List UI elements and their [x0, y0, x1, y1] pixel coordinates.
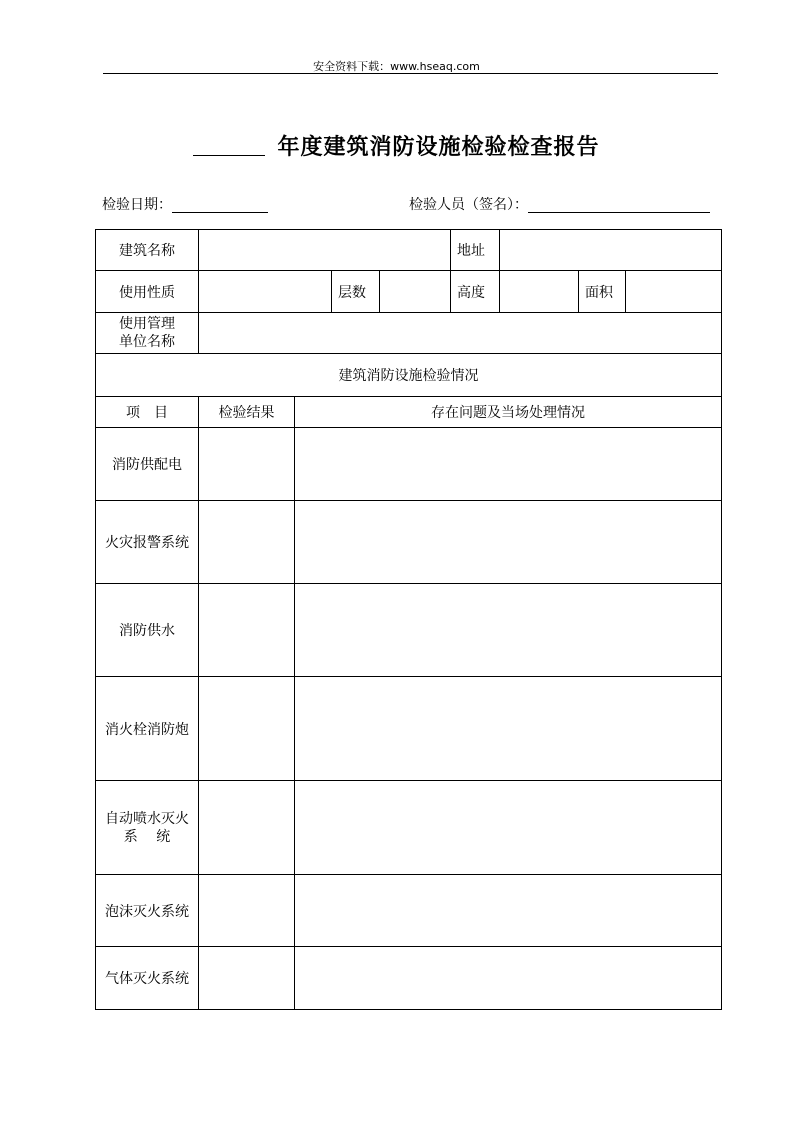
section-title-row — [96, 354, 722, 397]
year-blank[interactable] — [193, 133, 265, 156]
column-header-row — [96, 397, 722, 428]
building-name-label: 建筑名称 — [96, 230, 199, 271]
issues-field[interactable] — [295, 677, 722, 781]
issues-field[interactable] — [295, 781, 722, 875]
item-label-line1: 自动喷水灭火 — [105, 810, 189, 827]
inspection-form-table — [95, 229, 722, 1010]
item-label: 消防供水 — [96, 584, 199, 677]
management-unit-label-line1: 使用管理 — [119, 316, 175, 332]
report-title — [0, 130, 793, 161]
issues-field[interactable] — [295, 947, 722, 1010]
floors-field[interactable] — [380, 271, 451, 313]
issues-field[interactable] — [295, 875, 722, 947]
inspector-signature — [409, 194, 710, 214]
item-label: 泡沫灭火系统 — [96, 875, 199, 947]
height-label: 高度 — [451, 271, 500, 313]
building-name-row — [96, 230, 722, 271]
table-row — [96, 875, 722, 947]
address-label: 地址 — [451, 230, 500, 271]
result-field[interactable] — [199, 947, 295, 1010]
result-field[interactable] — [199, 584, 295, 677]
result-field[interactable] — [199, 501, 295, 584]
table-row — [96, 781, 722, 875]
building-props-row — [96, 271, 722, 313]
area-label: 面积 — [579, 271, 626, 313]
inspection-date-field[interactable] — [172, 198, 268, 213]
result-field[interactable] — [199, 677, 295, 781]
table-row — [96, 584, 722, 677]
result-field[interactable] — [199, 428, 295, 501]
management-row — [96, 313, 722, 354]
management-unit-label — [96, 313, 199, 354]
site-header-text: 安全资料下载：www.hseaq.com — [313, 60, 480, 73]
table-row — [96, 501, 722, 584]
item-label: 消火栓消防炮 — [96, 677, 199, 781]
issues-field[interactable] — [295, 428, 722, 501]
inspection-date — [102, 194, 268, 214]
inspector-signature-field[interactable] — [528, 198, 710, 213]
height-field[interactable] — [500, 271, 579, 313]
report-title-text: 年度建筑消防设施检验检查报告 — [277, 134, 600, 160]
issues-field[interactable] — [295, 501, 722, 584]
use-nature-field[interactable] — [199, 271, 332, 313]
table-row — [96, 677, 722, 781]
issues-field[interactable] — [295, 584, 722, 677]
inspection-date-label: 检验日期： — [102, 197, 172, 213]
result-field[interactable] — [199, 875, 295, 947]
address-field[interactable] — [500, 230, 722, 271]
use-nature-label: 使用性质 — [96, 271, 199, 313]
result-field[interactable] — [199, 781, 295, 875]
table-row — [96, 428, 722, 501]
floors-label: 层数 — [332, 271, 380, 313]
table-row — [96, 947, 722, 1010]
col-item-header: 项 目 — [96, 397, 199, 428]
item-label — [96, 781, 199, 875]
item-label-line2: 系 统 — [123, 828, 171, 845]
management-unit-label-line2: 单位名称 — [119, 334, 175, 350]
item-label: 消防供配电 — [96, 428, 199, 501]
item-label: 火灾报警系统 — [96, 501, 199, 584]
col-result-header: 检验结果 — [199, 397, 295, 428]
header-divider — [103, 73, 718, 74]
col-issues-header: 存在问题及当场处理情况 — [295, 397, 722, 428]
inspector-label: 检验人员（签名）： — [409, 197, 528, 213]
management-unit-field[interactable] — [199, 313, 722, 354]
item-label: 气体灭火系统 — [96, 947, 199, 1010]
building-name-field[interactable] — [199, 230, 451, 271]
area-field[interactable] — [626, 271, 722, 313]
section-title: 建筑消防设施检验情况 — [96, 354, 722, 397]
